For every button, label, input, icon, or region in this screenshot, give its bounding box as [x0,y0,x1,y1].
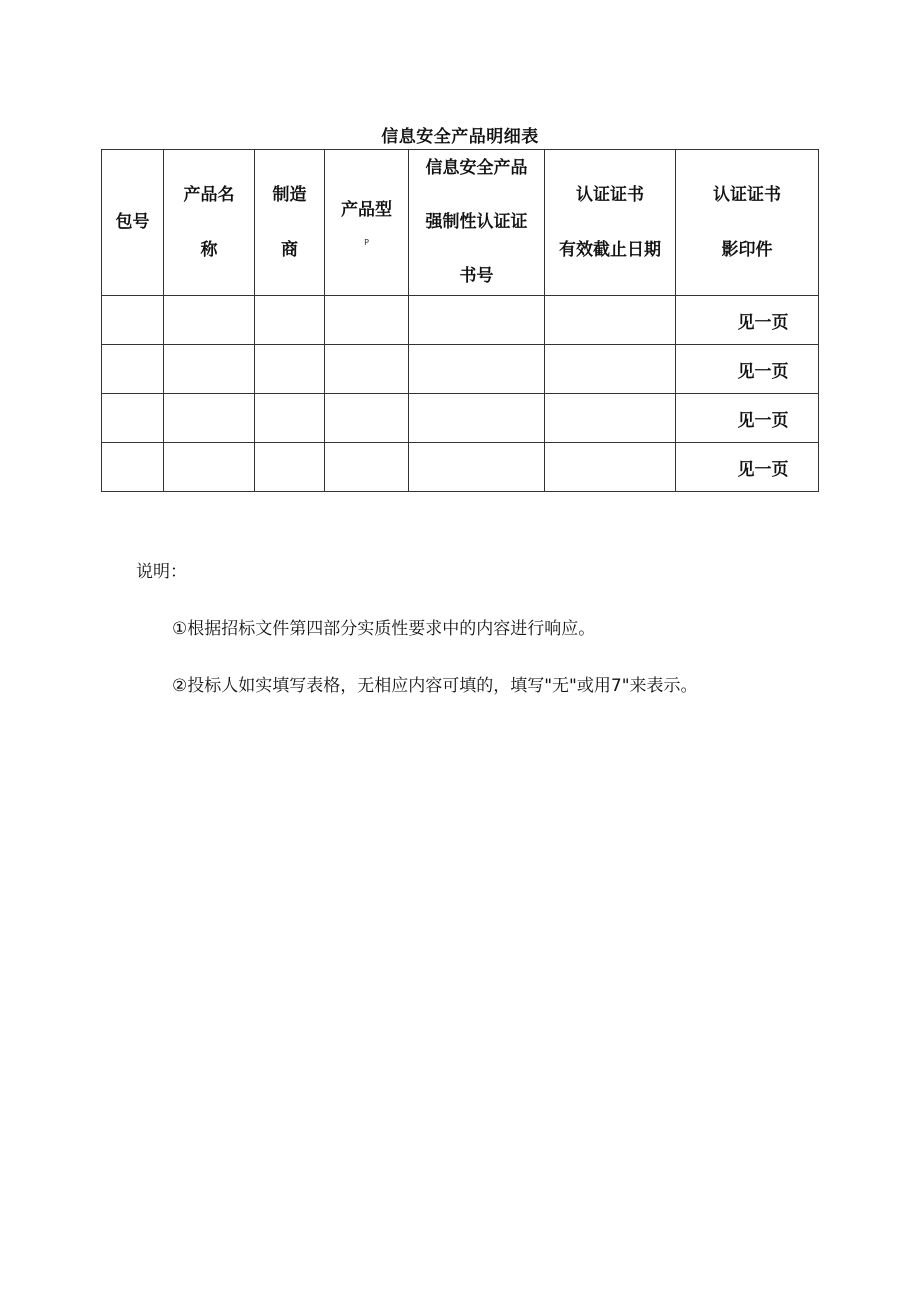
header-cert-copy: 认证证书 影印件 [676,150,819,296]
header-product-name: 产品名 称 [164,150,255,296]
table-cell [102,345,164,394]
table-cell [325,443,409,492]
table-row [102,296,819,345]
table-cell [325,394,409,443]
table-cell [164,394,255,443]
table-cell [545,345,676,394]
table-cell [164,345,255,394]
table-cell [409,296,545,345]
table-cell [255,394,325,443]
table-header-row [102,150,819,296]
table-cell-cert-copy: 见一页 [676,296,819,345]
table-cell [255,443,325,492]
header-cert-expiry: 认证证书 有效截止日期 [545,150,676,296]
notes-section [136,560,836,698]
table-cell [102,394,164,443]
table-cell [545,394,676,443]
table-cell [545,296,676,345]
table-row [102,345,819,394]
header-package-no: 包号 [102,150,164,296]
page-title: 信息安全产品明细表 [381,127,539,147]
header-manufacturer: 制造 商 [255,150,325,296]
table-cell [102,296,164,345]
table-cell [409,394,545,443]
table-cell [164,443,255,492]
notes-label: 说明： [136,562,187,582]
table-row [102,443,819,492]
table-cell [409,443,545,492]
table-cell-cert-copy: 见一页 [676,443,819,492]
table-row [102,394,819,443]
table-cell [325,345,409,394]
table-cell [164,296,255,345]
table-cell-cert-copy: 见一页 [676,345,819,394]
table-cell [102,443,164,492]
product-detail-table [101,149,819,492]
table-cell [325,296,409,345]
table-cell [255,296,325,345]
note-item: ①根据招标文件第四部分实质性要求中的内容进行响应。 [172,619,596,639]
header-product-model: 产品型 P [325,150,409,296]
header-cert-number: 信息安全产品 强制性认证证 书号 [409,150,545,296]
table-cell [409,345,545,394]
table-cell-cert-copy: 见一页 [676,394,819,443]
note-item: ②投标人如实填写表格，无相应内容可填的，填写"无"或用7"来表示。 [172,676,698,696]
table-cell [255,345,325,394]
table-cell [545,443,676,492]
header-product-model-note: P [364,238,369,247]
